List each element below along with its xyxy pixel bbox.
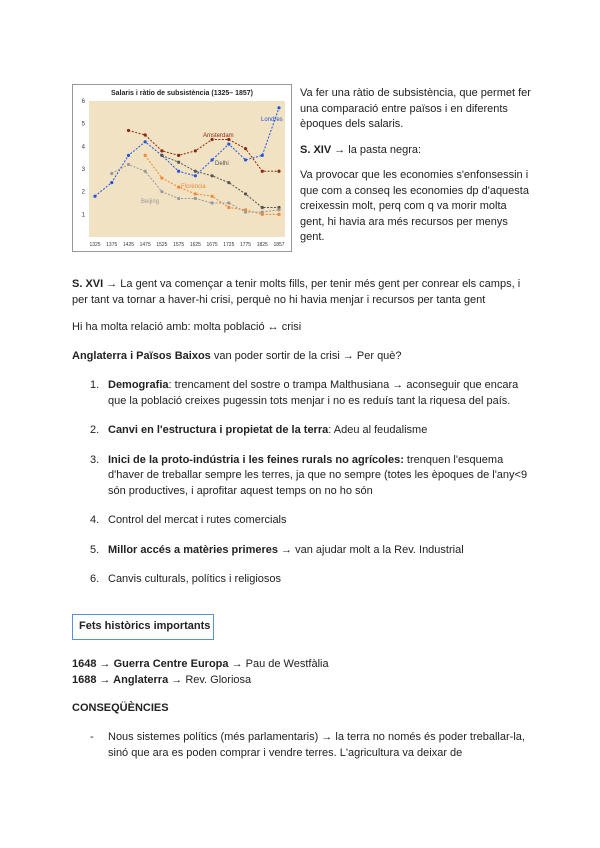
data-point — [277, 208, 280, 211]
dash-bullet: - — [90, 731, 94, 743]
x-tick-label: 1475 — [139, 242, 151, 248]
list-item — [72, 453, 532, 500]
data-point — [127, 129, 130, 132]
data-point — [144, 133, 147, 136]
list-number: 5. — [90, 543, 100, 556]
data-point — [244, 158, 247, 161]
list-item-text: trenquen l'esquema d'haver de treballar sempre les terres, ja que no sempre (totes les èpoques de l'any<9 són productives, i aprofitar aquest temps on no ho són — [108, 453, 528, 497]
consequences-heading: CONSEQÜÈNCIES — [72, 702, 169, 714]
data-point — [277, 170, 280, 173]
data-point — [177, 154, 180, 157]
plot-area — [89, 101, 285, 237]
data-point — [160, 149, 163, 152]
x-tick-label: 1375 — [106, 242, 118, 248]
data-point — [261, 154, 264, 157]
data-point — [110, 172, 113, 175]
list-item — [72, 513, 532, 529]
x-tick-label: 1857 — [273, 242, 285, 248]
data-point — [261, 210, 264, 213]
series-label: Delhi — [215, 161, 229, 167]
plague-paragraph: Va provocar que les economies s'enfonsessin i que com a conseq les economies dp d'aquesta creixessin molt, perq com q va morir molta gent, hi havia ara més recursos per menys gent. — [300, 169, 529, 243]
fact-1688 — [72, 673, 532, 689]
list-item — [72, 423, 532, 439]
fact-1648 — [72, 657, 532, 673]
data-point — [194, 170, 197, 173]
list-item-bold: Millor accés a matèries primeres — [108, 543, 278, 556]
y-tick-label: 2 — [81, 189, 85, 196]
y-tick-label: 4 — [81, 144, 85, 151]
data-point — [227, 206, 230, 209]
data-point — [194, 174, 197, 177]
data-point — [210, 158, 213, 161]
right-column-text — [300, 86, 532, 256]
y-tick-label: 3 — [81, 167, 85, 173]
list-item-bold: Demografia — [108, 379, 169, 391]
data-point — [261, 170, 264, 173]
xiv-label: S. XIV — [300, 143, 332, 156]
data-point — [93, 195, 96, 198]
chart-figure — [72, 84, 292, 252]
data-point — [177, 161, 180, 164]
data-point — [244, 147, 247, 150]
ratio-paragraph: Va fer una ràtio de subsistència, que permet fer una comparació entre països i en diferents èpoques dels salaris. — [300, 87, 531, 130]
x-tick-label: 1775 — [239, 242, 252, 248]
data-point — [210, 195, 213, 198]
list-item-text: : Adeu al feudalisme — [328, 424, 428, 436]
consequence-text: Nous sistemes polítics (més parlamentaris) → la terra no només és poder treballar-la, sinó que ara es poden comprar i vendre terres. L'agricultura va deixar de — [108, 731, 525, 759]
data-point — [277, 213, 280, 216]
data-point — [177, 170, 180, 173]
list-item-text: : trencament del sostre o trampa Malthusiana → aconseguir que encara que la població creixes pugessin tots menjar i no es reduís tant la riquesa del país. — [108, 379, 519, 407]
x-tick-label: 1325 — [89, 242, 101, 248]
list-item-text: Control del mercat i rutes comercials — [108, 514, 287, 526]
data-point — [227, 181, 230, 184]
data-point — [127, 154, 130, 157]
list-number: 2. — [90, 424, 100, 436]
list-number: 4. — [90, 514, 100, 526]
x-tick-label: 1525 — [156, 242, 168, 248]
x-tick-label: 1725 — [223, 242, 235, 248]
x-tick-label: 1575 — [173, 242, 185, 248]
data-point — [244, 210, 247, 213]
y-tick-label: 1 — [81, 212, 85, 219]
x-tick-label: 1625 — [189, 242, 201, 248]
list-number: 6. — [90, 573, 100, 585]
england-paragraph — [72, 349, 532, 365]
data-point — [160, 154, 163, 157]
list-number: 3. — [90, 453, 100, 466]
data-point — [210, 201, 213, 204]
data-point — [194, 197, 197, 200]
list-item-text: Canvis culturals, polítics i religiosos — [108, 573, 282, 585]
data-point — [227, 142, 230, 145]
series-label: Londres — [261, 117, 283, 123]
fact-1688-rest: → Rev. Gloriosa — [168, 674, 252, 686]
y-tick-label: 5 — [81, 121, 85, 128]
data-point — [177, 197, 180, 200]
data-point — [210, 174, 213, 177]
chart-title: Salaris i ràtio de subsistència (1325– 1857) — [110, 90, 254, 97]
data-point — [244, 192, 247, 195]
data-point — [194, 149, 197, 152]
xiv-paragraph — [300, 143, 532, 159]
xvi-label: S. XVI — [72, 278, 104, 290]
england-label: Anglaterra i Països Baixos — [72, 350, 211, 362]
list-item — [72, 378, 532, 409]
data-point — [127, 163, 130, 166]
data-point — [144, 154, 147, 157]
x-tick-label: 1675 — [206, 242, 218, 248]
data-point — [144, 140, 147, 143]
fact-1648-rest: → Pau de Westfàlia — [228, 658, 329, 670]
xvi-paragraph — [72, 277, 532, 308]
series-label: Beijing — [141, 199, 160, 205]
reasons-list — [72, 378, 532, 602]
series-label: Amsterdam — [203, 133, 234, 139]
salaries-chart — [73, 85, 291, 251]
data-point — [144, 170, 147, 173]
england-rest: van poder sortir de la crisi → Per què? — [210, 350, 402, 362]
relation-paragraph: Hi ha molta relació amb: molta població ↔ crisi — [72, 321, 302, 333]
data-point — [110, 181, 113, 184]
data-point — [194, 192, 197, 195]
xvi-rest: → La gent va començar a tenir molts fills, per tenir més gent per conrear els camps, i per tant va tornar a haver-hi crisi, perquè no hi havia menjar i recursos per tanta gent — [72, 278, 521, 306]
data-point — [160, 176, 163, 179]
list-item-text: → van ajudar molt a la Rev. Industrial — [277, 543, 464, 556]
fact-1648-bold: 1648 → Guerra Centre Europa — [72, 658, 229, 670]
x-tick-label: 1425 — [122, 242, 135, 248]
xiv-rest: → la pasta negra: — [331, 143, 422, 156]
data-point — [177, 186, 180, 189]
list-item — [72, 543, 532, 559]
data-point — [160, 190, 163, 193]
x-tick-label: 1825 — [256, 242, 268, 248]
list-item-bold: Canvi en l'estructura i propietat de la terra — [108, 424, 329, 436]
list-item-bold: Inici de la proto-indústria i les feines rurals no agrícoles: — [108, 453, 404, 466]
data-point — [277, 106, 280, 109]
list-item — [72, 572, 532, 588]
fact-1688-bold: 1688 → Anglaterra — [72, 674, 169, 686]
data-point — [261, 206, 264, 209]
y-tick-label: 6 — [81, 99, 85, 105]
list-number: 1. — [90, 379, 100, 391]
series-label: Florència — [181, 184, 206, 190]
data-point — [227, 201, 230, 204]
facts-heading-box: Fets històrics importants — [72, 614, 214, 640]
